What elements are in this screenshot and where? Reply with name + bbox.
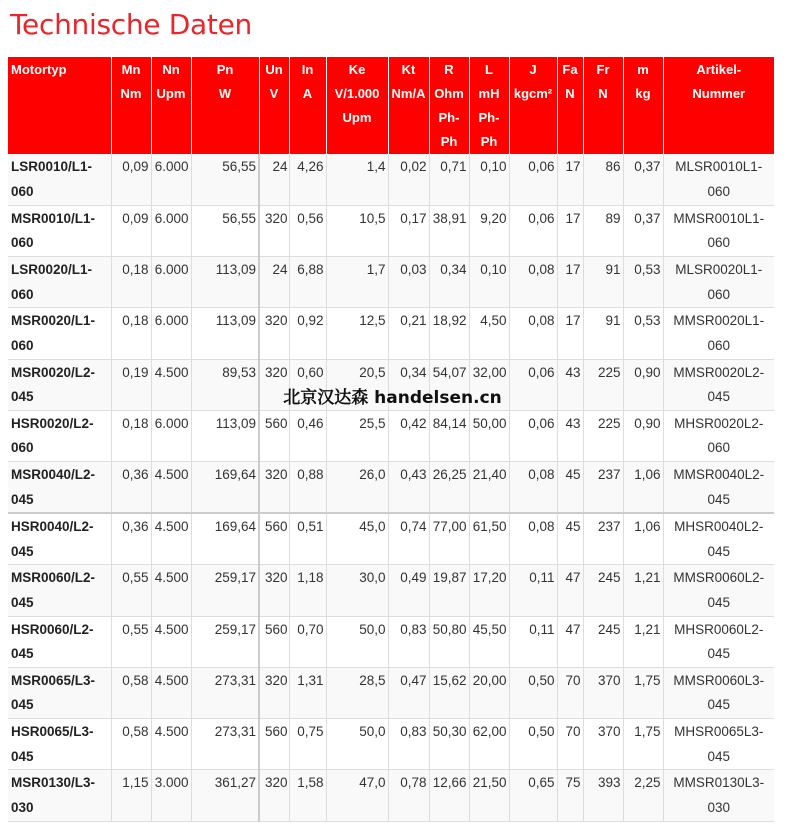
motor-type-cell: MSR0065/L3-045 [8, 667, 111, 718]
motor-type-cell: MSR0060/L2-045 [8, 565, 111, 616]
table-cell: 50,80 [429, 616, 469, 667]
table-row [8, 257, 774, 308]
table-cell: 0,70 [289, 616, 326, 667]
table-cell: 0,53 [623, 257, 663, 308]
article-number-cell: MLSR0010L1-060 [663, 154, 774, 205]
table-cell: 0,34 [388, 359, 429, 410]
table-cell: 45,50 [469, 616, 509, 667]
table-cell: 0,02 [388, 154, 429, 205]
table-cell: 1,06 [623, 462, 663, 514]
table-cell: 43 [557, 359, 583, 410]
table-cell: 169,64 [191, 462, 259, 514]
table-cell: 70 [557, 719, 583, 770]
table-cell: 26,25 [429, 462, 469, 514]
table-cell: 320 [259, 205, 289, 256]
table-cell: 237 [583, 462, 623, 514]
table-cell: 47,0 [326, 770, 388, 821]
table-row [8, 410, 774, 461]
table-cell: 0,83 [388, 719, 429, 770]
table-cell: 0,08 [509, 513, 557, 565]
motor-type-cell: MSR0040/L2-045 [8, 462, 111, 514]
table-cell: 4.500 [151, 513, 191, 565]
table-cell: 1,18 [289, 565, 326, 616]
watermark-text: 北京汉达森 handelsen.cn [283, 388, 502, 408]
table-cell: 62,00 [469, 719, 509, 770]
table-header-row [8, 57, 774, 154]
col-header-in: In A [289, 57, 326, 154]
table-cell: 89,53 [191, 359, 259, 410]
table-cell: 0,11 [509, 565, 557, 616]
table-cell: 4.500 [151, 462, 191, 514]
table-cell: 91 [583, 257, 623, 308]
table-cell: 0,60 [289, 359, 326, 410]
table-cell: 91 [583, 308, 623, 359]
col-header-mn: Mn Nm [111, 57, 151, 154]
table-cell: 25,5 [326, 410, 388, 461]
table-cell: 0,90 [623, 410, 663, 461]
table-cell: 0,50 [509, 667, 557, 718]
table-cell: 113,09 [191, 257, 259, 308]
table-cell: 0,88 [289, 462, 326, 514]
table-cell: 17 [557, 205, 583, 256]
table-cell: 50,30 [429, 719, 469, 770]
table-cell: 0,21 [388, 308, 429, 359]
table-row [8, 513, 774, 565]
table-cell: 320 [259, 565, 289, 616]
table-cell: 320 [259, 667, 289, 718]
col-header-pn: Pn W [191, 57, 259, 154]
table-cell: 9,20 [469, 205, 509, 256]
table-cell: 393 [583, 770, 623, 821]
table-cell: 45 [557, 462, 583, 514]
table-cell: 17 [557, 154, 583, 205]
table-cell: 1,7 [326, 257, 388, 308]
table-cell: 0,51 [289, 513, 326, 565]
table-cell: 1,06 [623, 513, 663, 565]
page-title: Technische Daten [10, 8, 252, 41]
table-cell: 0,65 [509, 770, 557, 821]
table-cell: 0,19 [111, 359, 151, 410]
table-cell: 0,90 [623, 359, 663, 410]
table-cell: 0,58 [111, 719, 151, 770]
col-header-j: J kgcm² [509, 57, 557, 154]
table-cell: 0,37 [623, 154, 663, 205]
table-cell: 47 [557, 616, 583, 667]
table-cell: 225 [583, 410, 623, 461]
table-row [8, 770, 774, 821]
table-cell: 0,36 [111, 462, 151, 514]
article-number-cell: MMSR0020L2-045 [663, 359, 774, 410]
motor-type-cell: LSR0020/L1-060 [8, 257, 111, 308]
table-cell: 320 [259, 462, 289, 514]
table-cell: 4.500 [151, 565, 191, 616]
table-cell: 0,17 [388, 205, 429, 256]
table-cell: 0,03 [388, 257, 429, 308]
article-number-cell: MMSR0130L3-030 [663, 770, 774, 821]
table-cell: 237 [583, 513, 623, 565]
table-cell: 320 [259, 359, 289, 410]
table-row [8, 719, 774, 770]
table-cell: 50,0 [326, 616, 388, 667]
table-cell: 6,88 [289, 257, 326, 308]
table-row [8, 154, 774, 205]
table-cell: 19,87 [429, 565, 469, 616]
table-cell: 113,09 [191, 308, 259, 359]
table-cell: 0,06 [509, 410, 557, 461]
table-cell: 0,71 [429, 154, 469, 205]
table-cell: 24 [259, 154, 289, 205]
table-cell: 361,27 [191, 770, 259, 821]
table-cell: 320 [259, 308, 289, 359]
table-cell: 6.000 [151, 308, 191, 359]
table-cell: 17,20 [469, 565, 509, 616]
table-cell: 28,5 [326, 667, 388, 718]
article-number-cell: MHSR0065L3-045 [663, 719, 774, 770]
table-cell: 4.500 [151, 359, 191, 410]
table-cell: 3.000 [151, 770, 191, 821]
table-cell: 50,00 [469, 410, 509, 461]
table-cell: 273,31 [191, 667, 259, 718]
table-cell: 560 [259, 719, 289, 770]
table-cell: 1,75 [623, 667, 663, 718]
table-cell: 0,50 [509, 719, 557, 770]
table-row [8, 462, 774, 514]
col-header-kt: Kt Nm/A [388, 57, 429, 154]
table-cell: 26,0 [326, 462, 388, 514]
table-cell: 6.000 [151, 154, 191, 205]
table-row [8, 565, 774, 616]
table-cell: 245 [583, 565, 623, 616]
table-cell: 0,74 [388, 513, 429, 565]
table-cell: 259,17 [191, 616, 259, 667]
table-cell: 86 [583, 154, 623, 205]
table-cell: 56,55 [191, 154, 259, 205]
table-cell: 61,50 [469, 513, 509, 565]
table-cell: 0,09 [111, 205, 151, 256]
motor-type-cell: LSR0010/L1-060 [8, 154, 111, 205]
table-cell: 0,46 [289, 410, 326, 461]
table-cell: 1,21 [623, 616, 663, 667]
table-cell: 4,26 [289, 154, 326, 205]
article-number-cell: MMSR0060L3-045 [663, 667, 774, 718]
article-number-cell: MMSR0020L1-060 [663, 308, 774, 359]
motor-type-cell: MSR0130/L3-030 [8, 770, 111, 821]
table-cell: 70 [557, 667, 583, 718]
table-cell: 1,15 [111, 770, 151, 821]
table-cell: 0,10 [469, 257, 509, 308]
table-cell: 45,0 [326, 513, 388, 565]
table-cell: 560 [259, 410, 289, 461]
table-cell: 24 [259, 257, 289, 308]
table-row [8, 359, 774, 410]
table-cell: 21,50 [469, 770, 509, 821]
table-cell: 0,06 [509, 359, 557, 410]
col-header-nn: Nn Upm [151, 57, 191, 154]
table-cell: 0,09 [111, 154, 151, 205]
table-cell: 0,08 [509, 308, 557, 359]
table-cell: 20,00 [469, 667, 509, 718]
table-cell: 4.500 [151, 667, 191, 718]
col-header-m: m kg [623, 57, 663, 154]
article-number-cell: MMSR0010L1-060 [663, 205, 774, 256]
table-cell: 560 [259, 513, 289, 565]
table-cell: 45 [557, 513, 583, 565]
article-number-cell: MHSR0020L2-060 [663, 410, 774, 461]
table-row [8, 667, 774, 718]
table-cell: 6.000 [151, 205, 191, 256]
table-row [8, 205, 774, 256]
col-header-un: Un V [259, 57, 289, 154]
table-cell: 245 [583, 616, 623, 667]
table-cell: 6.000 [151, 257, 191, 308]
table-cell: 0,37 [623, 205, 663, 256]
table-cell: 0,18 [111, 257, 151, 308]
table-cell: 273,31 [191, 719, 259, 770]
table-cell: 0,06 [509, 205, 557, 256]
table-cell: 370 [583, 719, 623, 770]
article-number-cell: MLSR0020L1-060 [663, 257, 774, 308]
table-cell: 77,00 [429, 513, 469, 565]
table-cell: 0,34 [429, 257, 469, 308]
table-cell: 89 [583, 205, 623, 256]
table-cell: 169,64 [191, 513, 259, 565]
table-cell: 0,18 [111, 410, 151, 461]
table-cell: 54,07 [429, 359, 469, 410]
table-cell: 320 [259, 770, 289, 821]
table-cell: 2,25 [623, 770, 663, 821]
motor-type-cell: MSR0020/L2-045 [8, 359, 111, 410]
table-cell: 259,17 [191, 565, 259, 616]
article-number-cell: MMSR0040L2-045 [663, 462, 774, 514]
table-cell: 0,78 [388, 770, 429, 821]
table-cell: 0,55 [111, 616, 151, 667]
table-cell: 0,75 [289, 719, 326, 770]
table-cell: 10,5 [326, 205, 388, 256]
table-cell: 0,55 [111, 565, 151, 616]
table-cell: 0,43 [388, 462, 429, 514]
table-cell: 225 [583, 359, 623, 410]
table-cell: 1,31 [289, 667, 326, 718]
table-cell: 0,53 [623, 308, 663, 359]
table-row [8, 308, 774, 359]
table-cell: 1,58 [289, 770, 326, 821]
table-cell: 0,56 [289, 205, 326, 256]
table-cell: 50,0 [326, 719, 388, 770]
table-cell: 0,47 [388, 667, 429, 718]
table-cell: 21,40 [469, 462, 509, 514]
article-number-cell: MHSR0060L2-045 [663, 616, 774, 667]
table-cell: 30,0 [326, 565, 388, 616]
table-cell: 0,42 [388, 410, 429, 461]
table-cell: 0,06 [509, 154, 557, 205]
motor-type-cell: MSR0010/L1-060 [8, 205, 111, 256]
col-header-fr: Fr N [583, 57, 623, 154]
table-cell: 0,83 [388, 616, 429, 667]
table-cell: 0,58 [111, 667, 151, 718]
table-cell: 1,4 [326, 154, 388, 205]
motor-type-cell: HSR0040/L2-045 [8, 513, 111, 565]
col-header-fa: Fa N [557, 57, 583, 154]
motor-type-cell: HSR0060/L2-045 [8, 616, 111, 667]
motor-type-cell: HSR0020/L2-060 [8, 410, 111, 461]
col-header-l: L mH Ph- Ph [469, 57, 509, 154]
table-cell: 0,92 [289, 308, 326, 359]
table-cell: 0,18 [111, 308, 151, 359]
table-cell: 17 [557, 257, 583, 308]
table-cell: 17 [557, 308, 583, 359]
table-cell: 113,09 [191, 410, 259, 461]
col-header-motortyp: Motortyp [8, 57, 111, 154]
table-cell: 12,5 [326, 308, 388, 359]
article-number-cell: MMSR0060L2-045 [663, 565, 774, 616]
table-cell: 47 [557, 565, 583, 616]
table-cell: 1,21 [623, 565, 663, 616]
table-cell: 0,36 [111, 513, 151, 565]
motor-type-cell: MSR0020/L1-060 [8, 308, 111, 359]
table-cell: 32,00 [469, 359, 509, 410]
table-cell: 560 [259, 616, 289, 667]
col-header-r: R Ohm Ph- Ph [429, 57, 469, 154]
table-cell: 0,08 [509, 462, 557, 514]
table-cell: 4.500 [151, 616, 191, 667]
table-cell: 43 [557, 410, 583, 461]
table-cell: 4.500 [151, 719, 191, 770]
table-cell: 84,14 [429, 410, 469, 461]
table-cell: 0,49 [388, 565, 429, 616]
table-cell: 0,11 [509, 616, 557, 667]
table-cell: 18,92 [429, 308, 469, 359]
table-cell: 20,5 [326, 359, 388, 410]
table-cell: 0,10 [469, 154, 509, 205]
technical-data-table [8, 57, 774, 822]
table-cell: 0,08 [509, 257, 557, 308]
table-row [8, 616, 774, 667]
col-header-ke: Ke V/1.000 Upm [326, 57, 388, 154]
table-cell: 38,91 [429, 205, 469, 256]
table-cell: 6.000 [151, 410, 191, 461]
table-cell: 1,75 [623, 719, 663, 770]
col-header-artikel: Artikel- Nummer [663, 57, 774, 154]
table-cell: 12,66 [429, 770, 469, 821]
table-cell: 75 [557, 770, 583, 821]
table-cell: 15,62 [429, 667, 469, 718]
table-cell: 56,55 [191, 205, 259, 256]
table-cell: 4,50 [469, 308, 509, 359]
table-cell: 370 [583, 667, 623, 718]
article-number-cell: MHSR0040L2-045 [663, 513, 774, 565]
motor-type-cell: HSR0065/L3-045 [8, 719, 111, 770]
